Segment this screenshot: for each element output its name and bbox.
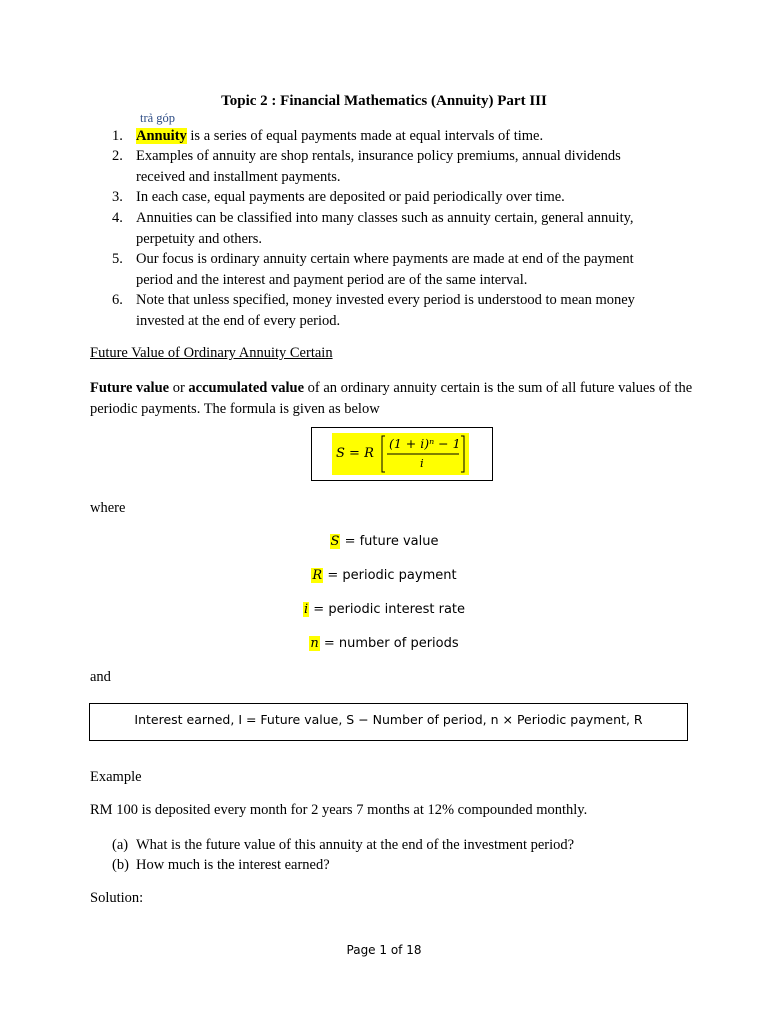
annuity-term: Annuity: [136, 128, 187, 144]
list-text: Note that unless specified, money invested every period is understood to mean money invested at the end of every period.: [136, 292, 635, 329]
formula-numerator: (1 + i)ⁿ − 1: [389, 436, 461, 451]
section-heading: Future Value of Ordinary Annuity Certain: [90, 345, 333, 361]
formula-lhs: S = R: [336, 446, 374, 461]
interest-formula: Interest earned, I = Future value, S − Number of period, n × Periodic payment, R: [134, 712, 643, 727]
example-text: RM 100 is deposited every month for 2 years 7 months at 12% compounded monthly.: [90, 802, 588, 818]
definition-text: periodic payment: [342, 568, 457, 583]
handwritten-annotation: trả góp: [140, 111, 176, 125]
question-text: What is the future value of this annuity at the end of the investment period?: [136, 837, 575, 853]
list-text: Annuities can be classified into many classes such as annuity certain, general annuity, perpetuity and others.: [136, 210, 634, 247]
list-text: Our focus is ordinary annuity certain where payments are made at end of the payment period and the interest and payment period are of the same interval.: [136, 251, 634, 288]
definition-text: future value: [359, 534, 439, 549]
fv-paragraph: [90, 378, 710, 420]
definition-row: i = periodic interest rate: [303, 602, 466, 617]
definition-text: number of periods: [338, 636, 459, 651]
interest-formula-box: [89, 703, 688, 741]
bold-term: accumulated value: [188, 380, 305, 396]
para-text: of an ordinary annuity certain is the sum of all future values of the periodic payments. The formula is given as below: [90, 380, 693, 417]
definition-text: periodic interest rate: [328, 602, 466, 617]
formula-denominator: i: [420, 456, 424, 470]
list-number: 1.: [112, 128, 123, 144]
variable: S: [330, 534, 340, 549]
variable: n: [310, 636, 319, 651]
bold-term: Future value: [90, 380, 170, 396]
list-text-rest: is a series of equal payments made at equal intervals of time.: [186, 128, 544, 144]
where-label: where: [90, 500, 126, 516]
para-text: or: [169, 380, 189, 396]
list-text: Examples of annuity are shop rentals, insurance policy premiums, annual dividends received and installment payments.: [136, 148, 621, 185]
list-text: In each case, equal payments are deposited or paid periodically over time.: [136, 189, 565, 205]
definition-row: S = future value: [330, 534, 439, 549]
definition-row: R = periodic payment: [312, 568, 457, 583]
list-number: 4.: [112, 210, 123, 226]
list-number: 5.: [112, 251, 123, 267]
formula-box: [311, 427, 493, 481]
list-number: 3.: [112, 189, 123, 205]
page-title: Topic 2 : Financial Mathematics (Annuity) Part III: [221, 93, 547, 109]
list-text: [136, 126, 666, 147]
question-label: (b): [112, 857, 129, 873]
variable: i: [303, 602, 309, 617]
list-number: 2.: [112, 148, 123, 164]
and-label: and: [90, 669, 111, 685]
question-text: How much is the interest earned?: [136, 857, 330, 873]
solution-label: Solution:: [90, 890, 144, 906]
example-heading: Example: [90, 769, 142, 785]
formula-highlight: [332, 433, 469, 475]
list-number: 6.: [112, 292, 123, 308]
page-footer: Page 1 of 18: [346, 943, 422, 957]
question-label: (a): [112, 837, 129, 853]
definition-row: n = number of periods: [310, 636, 459, 651]
variable: R: [312, 568, 323, 583]
